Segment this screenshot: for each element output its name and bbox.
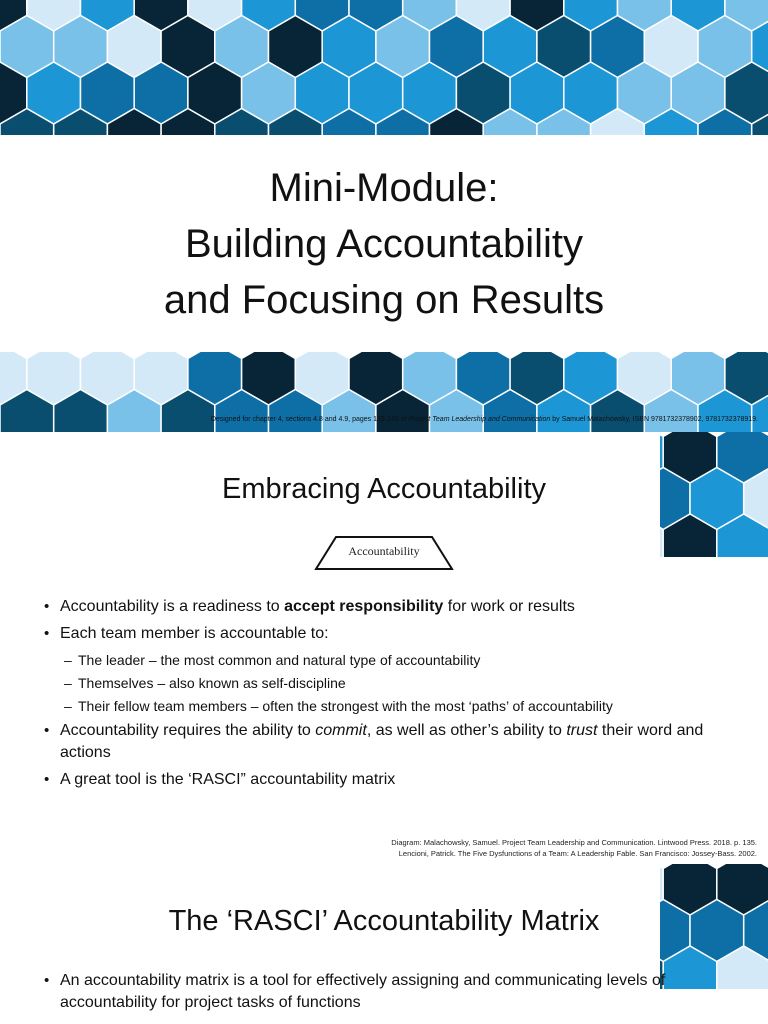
slide-title: The ‘RASCI’ Accountability Matrix (168, 905, 600, 937)
slide-title: Embracing Accountability (222, 473, 546, 505)
citation: Diagram: Malachowsky, Samuel. Project Team Leadership and Communication. Lintwood Press. 2018. p. 135. (391, 838, 757, 847)
diagram-label: Accountability (348, 544, 420, 558)
credit-book-title: Project Team Leadership and Communication (408, 416, 551, 423)
bullet-italic: commit (315, 722, 367, 739)
list-item: • An accountability matrix is a tool for effectively assigning and communicating levels of accountability for project tasks of functions (44, 970, 724, 1014)
content-slide-rasci (0, 864, 768, 1024)
sub-list-item (44, 650, 724, 670)
credit-suffix: by Samuel Malachowsky, ISBN 9781732378902, 9781732378919. (550, 416, 758, 423)
sub-list-item (44, 673, 724, 693)
slide-title (0, 160, 768, 328)
sub-bullet-text: Themselves – also known as self-discipline (78, 675, 346, 691)
title-slide (0, 0, 768, 432)
title-line: Building Accountability (184, 222, 584, 266)
citations (40, 837, 757, 859)
dash: – (64, 698, 72, 714)
dash: – (64, 652, 72, 668)
sub-list-item (44, 696, 724, 716)
bullet-emphasis: accept responsibility (284, 598, 444, 615)
bullet-italic: trust (566, 722, 598, 739)
sub-bullet-text: The leader – the most common and natural type of accountability (78, 652, 481, 668)
title-line: Mini-Module: (269, 166, 499, 210)
bullet-text: Accountability is a readiness to (60, 598, 285, 615)
bullet-text: , as well as other’s ability to (366, 722, 567, 739)
citation: Lencioni, Patrick. The Five Dysfunctions of a Team: A Leadership Fable. San Francisco: Jossey-Bass. 2002. (398, 849, 757, 858)
list-item: • Each team member is accountable to: (44, 623, 724, 645)
dash: – (64, 675, 72, 691)
bullet-list (44, 596, 724, 796)
title-line: and Focusing on Results (163, 278, 605, 322)
credit-prefix: Designed for chapter 4, sections 4.8 and 4.9, pages 135-140 of (210, 416, 409, 423)
list-item: • A great tool is the ‘RASCI” accountability matrix (44, 769, 724, 791)
list-item (44, 596, 724, 618)
sub-bullet-text: Their fellow team members – often the strongest with the most ‘paths’ of accountability (78, 698, 613, 714)
bullet-text: their word and actions (60, 722, 704, 761)
bullet-list (44, 970, 724, 1019)
list-item (44, 720, 724, 764)
bullet-text: Accountability requires the ability to (60, 722, 316, 739)
top-hexagon-band (0, 0, 768, 135)
bullet-text: for work or results (443, 598, 575, 615)
book-credit (60, 416, 758, 423)
content-slide-accountability (0, 432, 768, 864)
